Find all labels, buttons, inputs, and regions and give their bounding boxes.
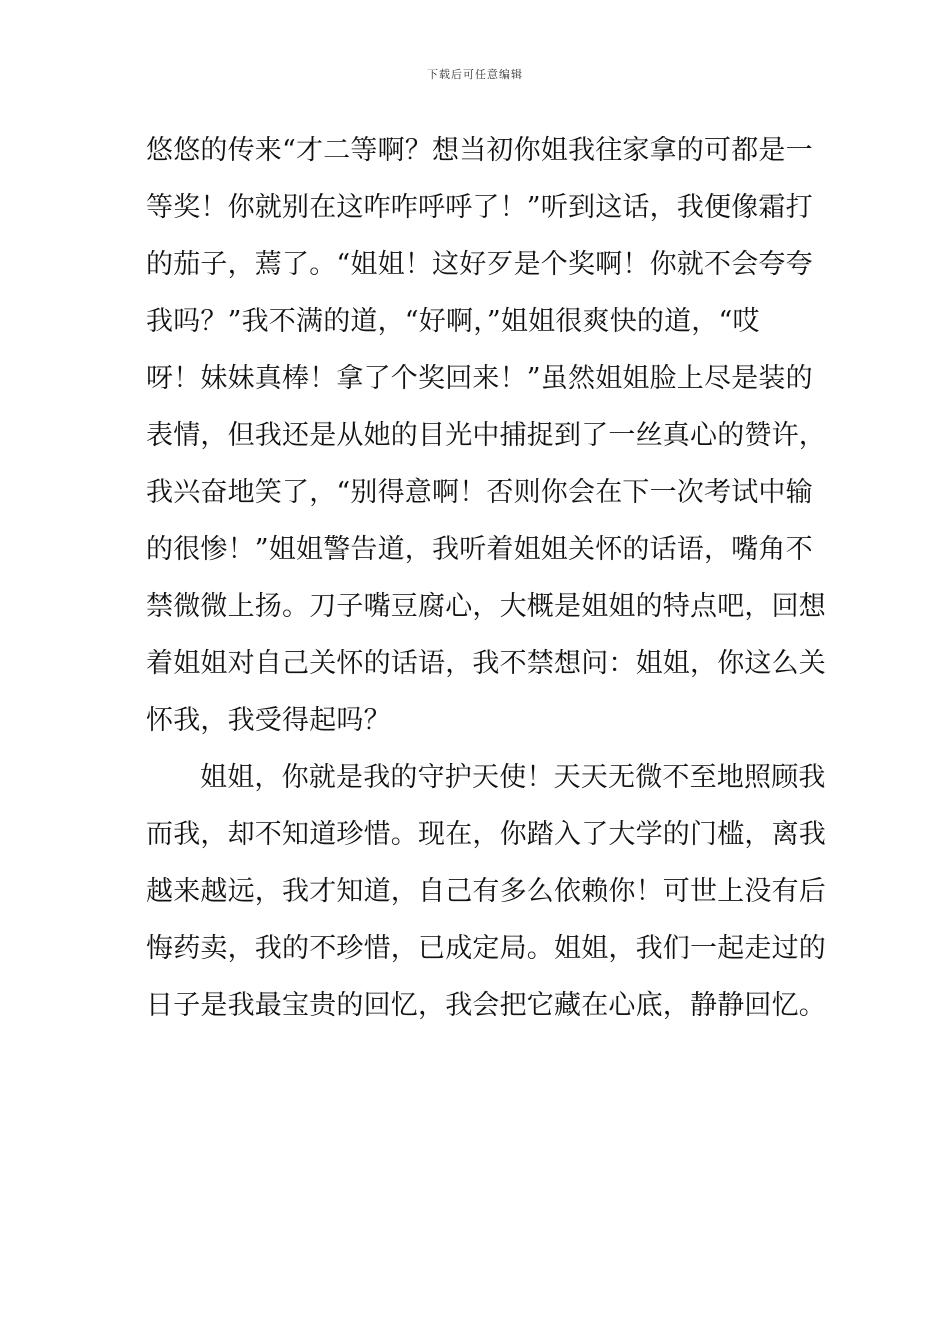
- text-line: 姐姐，你就是我的守护天使！天天无微不至地照顾我: [200, 762, 826, 793]
- header-note: 下载后可任意编辑: [427, 68, 523, 81]
- text-line: 悠悠的传来“才二等啊？想当初你姐我往家拿的可都是一: [146, 135, 813, 166]
- text-line: 而我，却不知道珍惜。现在，你踏入了大学的门槛，离我: [146, 819, 826, 850]
- text-line: 我兴奋地笑了，“别得意啊！否则你会在下一次考试中输: [146, 477, 813, 508]
- text-line: 怀我，我受得起吗？: [146, 705, 391, 736]
- paragraph-2: [146, 749, 826, 1034]
- text-line: 的很惨！”姐姐警告道，我听着姐姐关怀的话语，嘴角不: [146, 534, 813, 565]
- text-line: 越来越远，我才知道，自己有多么依赖你！可世上没有后: [146, 876, 826, 907]
- text-line: 禁微微上扬。刀子嘴豆腐心，大概是姐姐的特点吧，回想: [146, 591, 826, 622]
- text-line: 的茄子，蔫了。“姐姐！这好歹是个奖啊！你就不会夸夸: [146, 249, 813, 280]
- text-line: 我吗？”我不满的道，“好啊，”姐姐很爽快的道，“哎: [146, 306, 760, 337]
- text-line: 日子是我最宝贵的回忆，我会把它藏在心底，静静回忆。: [146, 990, 826, 1021]
- text-line: 悔药卖，我的不珍惜，已成定局。姐姐，我们一起走过的: [146, 933, 826, 964]
- text-line: 等奖！你就别在这咋咋呼呼了！”听到这话，我便像霜打: [146, 192, 813, 223]
- document-body: [146, 122, 826, 1034]
- text-line: 着姐姐对自己关怀的话语，我不禁想问：姐姐，你这么关: [146, 648, 826, 679]
- paragraph-1: [146, 122, 826, 749]
- text-line: 表情，但我还是从她的目光中捕捉到了一丝真心的赞许，: [146, 420, 826, 451]
- text-line: 呀！妹妹真棒！拿了个奖回来！”虽然姐姐脸上尽是装的: [146, 363, 813, 394]
